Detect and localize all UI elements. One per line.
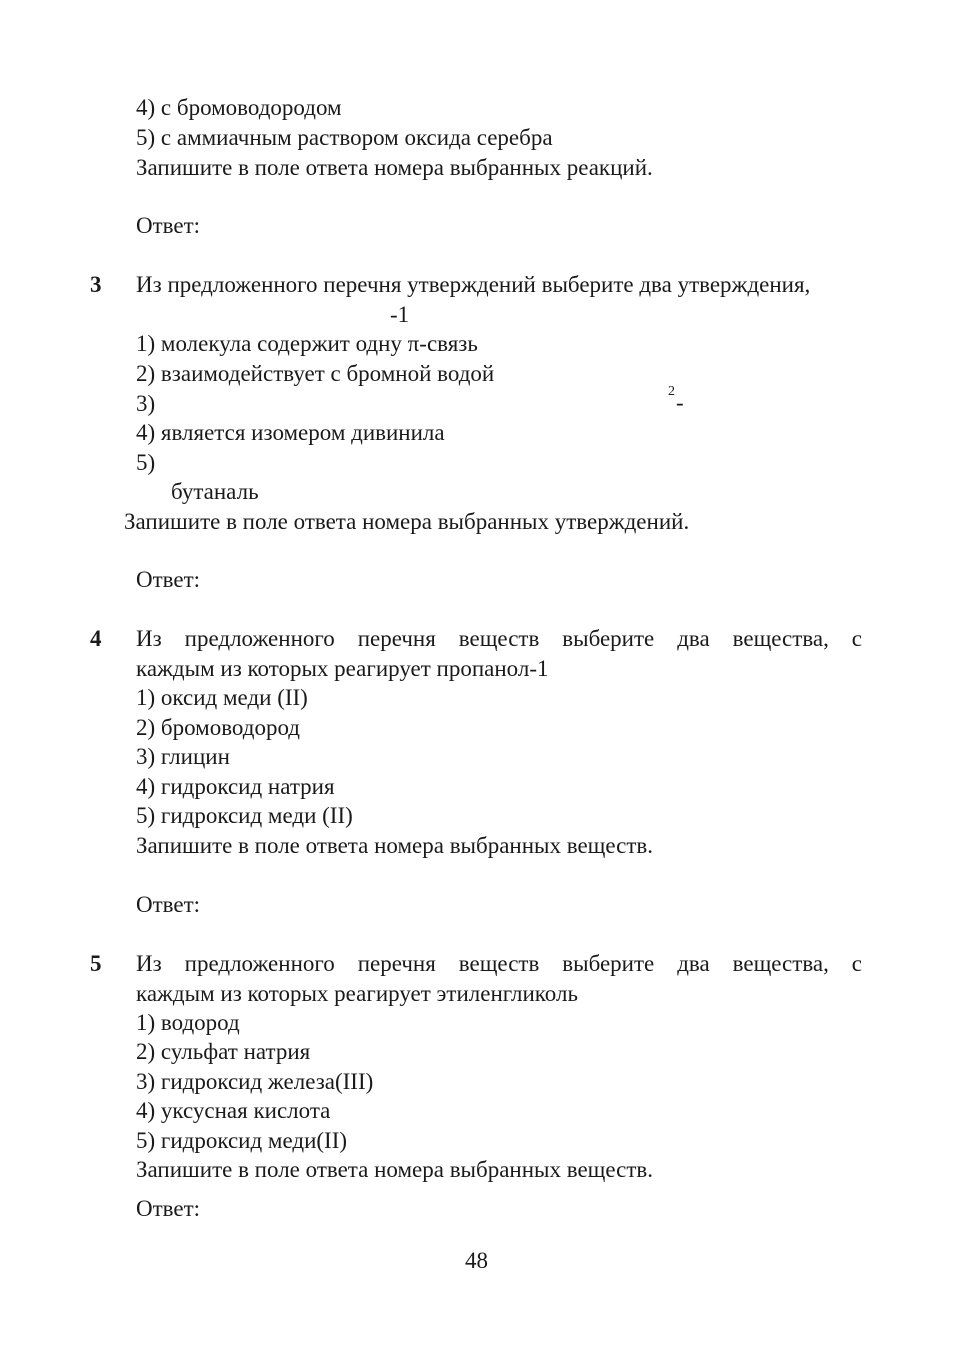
q5-prompt-line-2: каждым из которых реагирует этиленгликоль <box>136 981 578 1006</box>
q5-prompt-line-1: Из предложенного перечня веществ выберите два вещества, с <box>136 951 862 976</box>
q3-prompt: Из предложенного перечня утверждений выберите два утверждения, <box>136 272 811 297</box>
q5-number: 5 <box>90 951 102 976</box>
q3-option-5: 5) <box>136 450 156 475</box>
q4-option-2: 2) бромоводород <box>136 715 301 740</box>
q3-fragment-superscript: 2 <box>668 384 675 399</box>
q3-option-5-continuation: бутаналь <box>171 479 259 504</box>
q5-option-5: 5) гидроксид меди(II) <box>136 1128 348 1153</box>
q2-option-5: 5) с аммиачным раствором оксида серебра <box>136 125 553 150</box>
q2-answer-label: Ответ: <box>136 213 201 238</box>
q2-instruction: Запишите в поле ответа номера выбранных реакций. <box>136 155 653 180</box>
q3-prompt-fragment: -1 <box>390 302 410 327</box>
q4-prompt-line-2: каждым из которых реагирует пропанол-1 <box>136 656 549 681</box>
q3-answer-label: Ответ: <box>136 567 201 592</box>
q4-prompt-line-1: Из предложенного перечня веществ выберите два вещества, с <box>136 626 862 651</box>
q5-instruction: Запишите в поле ответа номера выбранных веществ. <box>136 1157 654 1182</box>
q4-option-3: 3) глицин <box>136 744 230 769</box>
page-number: 48 <box>465 1248 488 1273</box>
q5-option-2: 2) сульфат натрия <box>136 1039 311 1064</box>
q4-option-5: 5) гидроксид меди (II) <box>136 803 353 828</box>
q5-option-3: 3) гидроксид железа(III) <box>136 1069 374 1094</box>
q3-fragment-dash: - <box>676 390 684 415</box>
q3-option-4: 4) является изомером дивинила <box>136 420 445 445</box>
q4-option-4: 4) гидроксид натрия <box>136 774 335 799</box>
q3-option-3: 3) <box>136 391 156 416</box>
q5-answer-label: Ответ: <box>136 1196 201 1221</box>
q3-option-1: 1) молекула содержит одну π-связь <box>136 331 478 356</box>
q5-option-1: 1) водород <box>136 1010 240 1035</box>
q2-option-4: 4) с бромоводородом <box>136 95 342 120</box>
q4-option-1: 1) оксид меди (II) <box>136 685 308 710</box>
q4-instruction: Запишите в поле ответа номера выбранных веществ. <box>136 833 654 858</box>
q4-number: 4 <box>90 626 102 651</box>
q3-instruction: Запишите в поле ответа номера выбранных утверждений. <box>124 509 690 534</box>
q3-option-2: 2) взаимодействует с бромной водой <box>136 361 495 386</box>
q3-number: 3 <box>90 272 102 297</box>
q5-option-4: 4) уксусная кислота <box>136 1098 331 1123</box>
q4-answer-label: Ответ: <box>136 892 201 917</box>
